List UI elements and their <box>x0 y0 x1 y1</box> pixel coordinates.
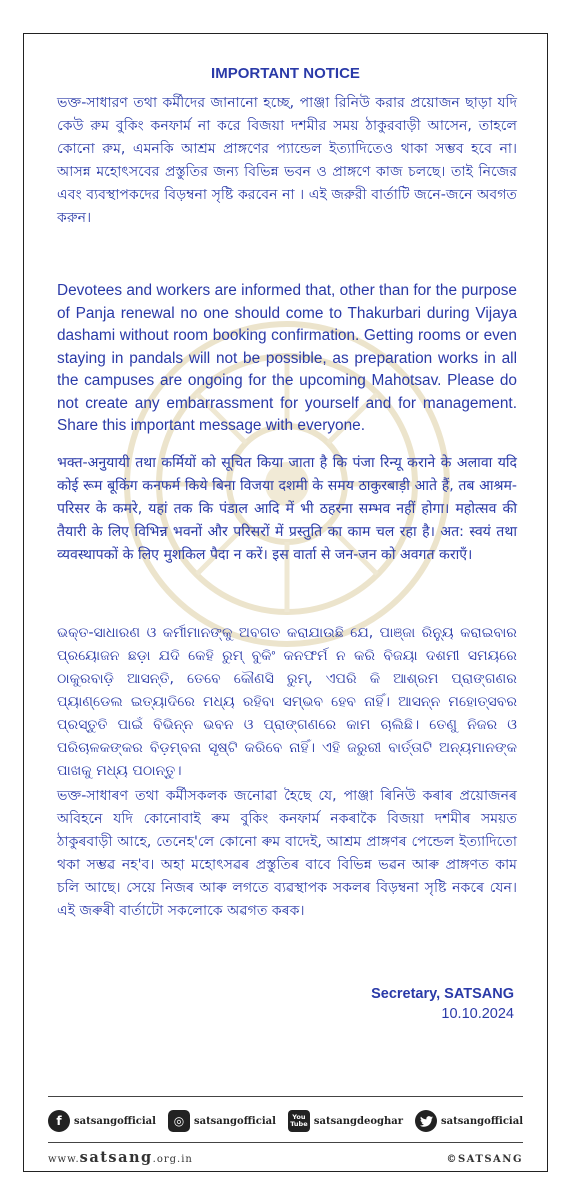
paragraph-line: জন্য বিভিন্ন ভবন ও প্রাঙ্গণে কাজ চলছে। তাই নিজের এবং <box>57 164 518 203</box>
paragraph-line: অবগত করুন। <box>57 187 518 226</box>
notice-paragraph-assamese <box>57 785 517 923</box>
paragraph-line: for yourself and for management. Share this important <box>57 394 517 434</box>
paragraph-line: ଭବନ ଓ ପ୍ରାଙ୍ଗଣରେ କାମ ଚାଲିଛି। ତେଣୁ ନିଜର ଓ ପରିଚାଳକଙ୍କର ବିଡ଼ମ୍ବନା ସୃଷ୍ଟି <box>57 717 517 756</box>
social-handle: satsangofficial <box>74 1115 156 1127</box>
signature-date: 10.10.2024 <box>441 1006 514 1022</box>
paragraph-line: ভক্ত-সাধাৰণ তথা কৰ্মীসকলক জনোৱা হৈছে যে, পাঞ্জা ৰিনিউ কৰাৰ <box>57 788 453 804</box>
paragraph-line: Getting rooms or even staying in pandals will not be possible, <box>57 327 517 367</box>
paragraph-line: দশমীৰ সময়ত ঠাকুৰবাড়ী আহে, তেনেহ'লে কোনো ৰুম বাদেই, আশ্ৰম <box>57 811 517 850</box>
paragraph-line: परिसरों में प्रस्तुति का काम चल रहा है। अत: स्वयं तथा व्यवस्थापकों के लिए <box>57 524 517 563</box>
social-handle: satsangdeoghar <box>313 1115 404 1127</box>
twitter-icon <box>415 1110 437 1132</box>
paragraph-line: भक्त-अनुयायी तथा कर्मियों को सूचित किया जाता है कि पंजा रिन्यू कराने के <box>57 455 452 471</box>
instagram-icon: ◎ <box>168 1110 190 1132</box>
paragraph-line: upcoming Mahotsav. Please do not create any embarrassment <box>57 372 517 412</box>
notice-paragraph-english <box>57 280 517 438</box>
paragraph-line: ভক্ত-সাধারণ তথা কর্মীদের জানানো হচ্ছে, পাঞ্জা রিনিউ করার প্রয়োজন <box>57 95 460 111</box>
url-prefix: www. <box>48 1154 80 1165</box>
url-suffix: .org.in <box>152 1154 193 1165</box>
url-brand: satsang <box>79 1149 153 1166</box>
paragraph-line: as preparation works in all the campuses are ongoing for the <box>57 349 517 389</box>
paragraph-line: প্ৰয়োজনৰ অবিহনে যদি কোনোবাই ৰুম বুকিং কনফাৰ্ম নকৰাকৈ বিজয়া <box>57 788 517 827</box>
paragraph-line: সকলোকে অৱগত কৰক। <box>167 903 305 919</box>
social-link-facebook[interactable] <box>48 1110 156 1132</box>
notice-paragraph-hindi <box>57 452 517 567</box>
paragraph-line: লগতে ব্যৱস্থাপক সকলৰ বিড়ম্বনা সৃষ্টি নকৰে যেন। এই জৰুৰী বাৰ্তাটো <box>57 880 518 919</box>
paragraph-line: প্ৰাঙ্গণৰ পেন্ডেল ইত্যাদিতো থকা সম্ভৱ নহ'ব। অহা মহোৎসৱৰ প্ৰস্তুতিৰ <box>57 834 518 873</box>
paragraph-line: ठाकुरबाड़ी आते हैं, तब आश्रम-परिसर के कमरे, यहां तक कि पंडाल आदि में भी <box>57 478 517 517</box>
notice-frame <box>23 33 548 1172</box>
paragraph-line: ପ୍ରୟୋଜନ ଛଡ଼ା ଯଦି କେହି ରୁମ୍ ବୁକିଂ କନଫର୍ମ ନ କରି ବିଜୟା ଦଶମୀ ସମୟରେ <box>57 648 517 664</box>
social-link-youtube[interactable] <box>288 1110 403 1132</box>
paragraph-line: ठहरना सम्भव नहीं होगा। महोत्सव की तैयारी के लिए विभिन्न भवनों और <box>57 501 517 540</box>
social-handle: satsangofficial <box>441 1115 523 1127</box>
footer-divider-top <box>48 1096 523 1097</box>
paragraph-line: Devotees and workers are informed that, other than for the <box>57 282 458 299</box>
paragraph-line: मुशकिल पैदा न करें। इस वार्ता से जन-जन को अवगत कराएँ। <box>163 547 473 563</box>
paragraph-line: বাবে বিভিন্ন ভৱন আৰু প্ৰাঙ্গণত কাম চলি আছে। সেয়ে নিজৰ আৰু <box>57 857 517 896</box>
paragraph-line: ছাড়া যদি কেউ রুম বুকিং কনফার্ম না করে বিজয়া দশমীর সময় <box>57 95 518 134</box>
copyright-text: ©SATSANG <box>446 1154 523 1165</box>
social-handle: satsangofficial <box>193 1115 276 1127</box>
social-links-row <box>48 1107 523 1135</box>
paragraph-line: ঠাকুরবাড়ী আসেন, তাহলে কোনো রুম, এমনকি আশ্রম প্রাঙ্গণের <box>57 118 517 157</box>
paragraph-line: ଇତ୍ୟାଦିରେ ମଧ୍ୟ ରହିବା ସମ୍ଭବ ହେବ ନାହିଁ। ଆସନ୍ନ ମହୋତ୍ସବର ପ୍ରସ୍ତୁତି ପାଇଁ ବିଭିନ୍ନ <box>57 694 518 733</box>
paragraph-line: କରିବେ ନାହିଁ। ଏହି ଜରୁରୀ ବାର୍ତ୍ତାଟି ଅନ୍ୟମାନଙ୍କ ପାଖକୁ ମଧ୍ୟ ପଠାନ୍ତୁ। <box>57 740 517 779</box>
youtube-icon: You Tube <box>288 1110 310 1132</box>
paragraph-line: during Vijaya dashami without room booking confirmation. <box>57 304 518 344</box>
paragraph-line: ଭକ୍ତ-ସାଧାରଣ ଓ କର୍ମୀମାନଙ୍କୁ ଅବଗତ କରାଯାଉଛି ଯେ, ପାଞ୍ଜା ରିନ୍ୟୁ କରାଇବାର <box>57 625 517 641</box>
notice-paragraph-bengali <box>57 92 517 230</box>
paragraph-line: ଠାକୁରବାଡ଼ି ଆସନ୍ତି, ତେବେ କୌଣସି ରୁମ୍, ଏପରି କି ଆଶ୍ରମ ପ୍ରାଙ୍ଗଣର ପ୍ୟାଣ୍ଡେଲ <box>57 671 517 710</box>
social-link-instagram[interactable] <box>168 1110 276 1132</box>
facebook-icon: f <box>48 1110 70 1132</box>
footer-url-row <box>48 1149 523 1169</box>
signature-name: Secretary, SATSANG <box>371 986 514 1002</box>
paragraph-line: purpose of Panja renewal no one should come to Thakurbari <box>57 282 517 322</box>
notice-paragraph-odia <box>57 622 517 783</box>
signature-block <box>371 984 514 1024</box>
website-link[interactable] <box>48 1149 193 1166</box>
footer-divider-bottom <box>48 1142 523 1143</box>
social-link-twitter[interactable] <box>415 1110 523 1132</box>
paragraph-line: প্যান্ডেল ইত্যাদিতেও থাকা সম্ভব হবে না। আসন্ন মহোৎসবের প্রস্তুতির <box>57 141 518 180</box>
paragraph-line: अलावा यदि कोई रूम बूकिंग कनफर्म किये बिना विजया दशमी के समय <box>57 455 518 494</box>
paragraph-line: message with everyone. <box>199 417 365 434</box>
paragraph-line: ব্যবস্থাপকদের বিড়ম্বনা সৃষ্টি করবেন না । এই জরুরী বার্তাটি জনে-জনে <box>86 187 473 203</box>
notice-title: IMPORTANT NOTICE <box>211 65 360 82</box>
